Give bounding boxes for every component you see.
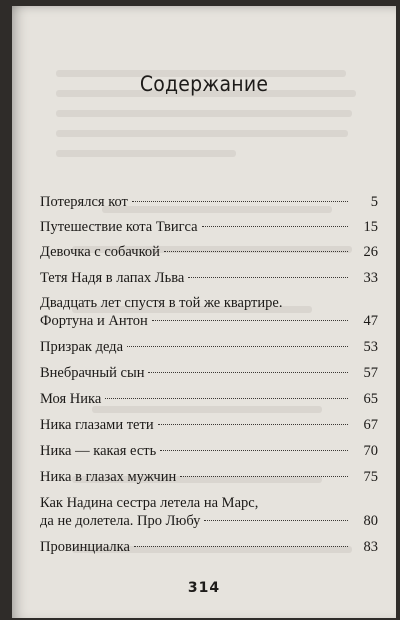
toc-entry-page: 5 <box>370 194 378 210</box>
dot-leader <box>152 319 348 321</box>
toc-entry-title: Тетя Надя в лапах Льва <box>40 270 185 286</box>
toc-entry <box>40 269 378 287</box>
toc-entry-page: 70 <box>363 443 378 459</box>
toc-entry <box>40 243 378 261</box>
book-page <box>12 6 396 618</box>
toc-entry <box>40 364 378 382</box>
toc-entry-title-line1: Двадцать лет спустя в той же квартире. <box>40 295 283 311</box>
toc-entry-page: 67 <box>363 417 378 433</box>
dot-leader <box>105 397 348 399</box>
toc-entry-page: 65 <box>363 391 378 407</box>
dot-leader <box>188 276 348 278</box>
toc-entry-page: 83 <box>363 539 378 555</box>
toc-entry-page: 80 <box>363 513 378 529</box>
toc-entry-title: Ника в глазах мужчин <box>40 469 177 485</box>
toc-entry-page: 47 <box>363 313 378 329</box>
dot-leader <box>204 519 348 521</box>
toc-entry-page: 53 <box>363 339 378 355</box>
toc-entry <box>40 468 378 486</box>
toc-entry-title: Фортуна и Антон <box>40 313 148 329</box>
toc-entry <box>40 294 378 330</box>
dot-leader <box>160 449 348 451</box>
toc-entry-page: 26 <box>363 244 378 260</box>
toc-entry-page: 33 <box>363 270 378 286</box>
toc-entry-page: 75 <box>363 469 378 485</box>
toc-entry-title-line1: Как Надина сестра летела на Марс, <box>40 495 259 511</box>
toc-entry-title: Ника — какая есть <box>40 443 157 459</box>
page-title: Содержание <box>139 72 269 96</box>
toc-entry <box>40 442 378 460</box>
toc-entry-title: Призрак деда <box>40 339 123 355</box>
toc-entry <box>40 390 378 408</box>
toc-entry-title: Путешествие кота Твигса <box>40 219 198 235</box>
toc-entry-page: 57 <box>363 365 378 381</box>
toc-entry <box>40 416 378 434</box>
dot-leader <box>148 371 348 373</box>
toc-entry-title: Моя Ника <box>40 391 102 407</box>
dot-leader <box>127 345 348 347</box>
toc-entry-page: 15 <box>363 219 378 235</box>
dot-leader <box>180 475 348 477</box>
dot-leader <box>158 423 348 425</box>
toc-entry <box>40 338 378 356</box>
toc-entry <box>40 193 378 211</box>
toc-entry-title: Ника глазами тети <box>40 417 154 433</box>
page-number: 314 <box>187 580 221 596</box>
toc-entry-title: да не долетела. Про Любу <box>40 513 201 529</box>
toc-entry <box>40 538 378 556</box>
dot-leader <box>134 545 348 547</box>
dot-leader <box>132 200 348 202</box>
toc-entry-title: Провинциалка <box>40 539 130 555</box>
toc-entry-title: Девочка с собачкой <box>40 244 160 260</box>
toc-entry <box>40 494 378 530</box>
toc-entry-title: Внебрачный сын <box>40 365 145 381</box>
toc-entry-title: Потерялся кот <box>40 194 128 210</box>
dot-leader <box>164 250 348 252</box>
dot-leader <box>202 225 348 227</box>
toc-entry <box>40 218 378 236</box>
